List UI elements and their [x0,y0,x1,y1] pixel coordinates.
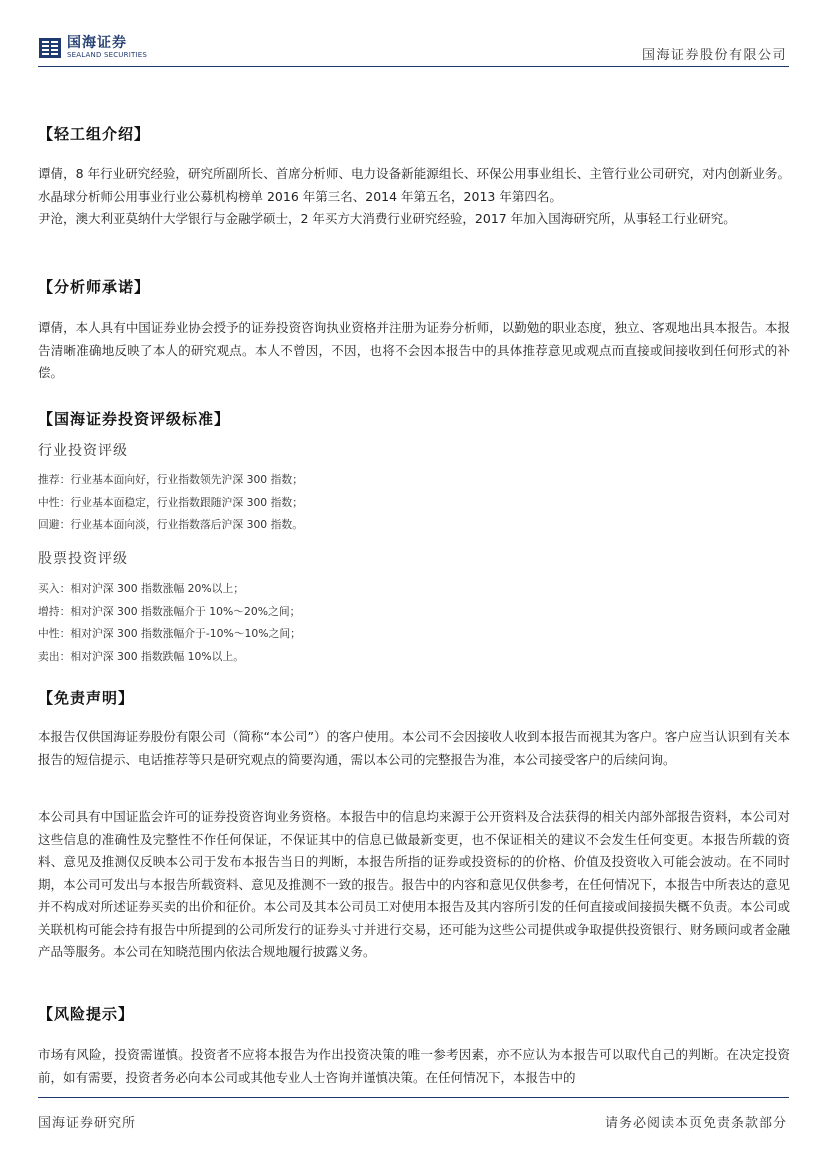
section-title-commitment: 【分析师承诺】 [38,278,151,296]
page-header [38,30,789,67]
disclaimer-paragraph-1: 本报告仅供国海证券股份有限公司（简称“本公司”）的客户使用。本公司不会因接收人收到本报告而视其为客户。客户应当认识到有关本报告的短信提示、电话推荐等只是研究观点的简要沟通，需以本公司的完整报告为准，本公司接受客户的后续问询。 [38,729,790,767]
footer-disclaimer-note: 请务必阅读本页免责条款部分 [604,1116,787,1131]
logo-chinese-name: 国海证券 [67,35,127,51]
stock-rating-sell: 卖出：相对沪深 300 指数跌幅 10%以上。 [38,649,245,663]
stock-rating-list [38,578,301,668]
analyst-bio-yinchuang: 尹沧，澳大利亚莫纳什大学银行与金融学硕士，2 年买方大消费行业研究经验，2017 年加入国海研究所，从事轻工行业研究。 [38,211,736,226]
industry-rating-heading: 行业投资评级 [38,443,128,459]
section-title-disclaimer: 【免责声明】 [38,689,135,707]
industry-rating-neutral: 中性：行业基本面稳定，行业指数跟随沪深 300 指数； [38,495,304,509]
page-footer [38,1097,789,1131]
logo-english-name: SEALAND SECURITIES [67,51,147,59]
analyst-commitment-text: 谭倩，本人具有中国证券业协会授予的证券投资咨询执业资格并注册为证券分析师，以勤勉的职业态度，独立、客观地出具本报告。本报告清晰准确地反映了本人的研究观点。本人不曾因，不因，也将不会因本报告中的具体推荐意见或观点而直接或间接收到任何形式的补偿。 [38,320,790,380]
sealand-logo-icon [38,36,62,60]
company-logo [38,34,147,62]
industry-rating-list [38,469,303,537]
footer-institute: 国海证券研究所 [38,1116,137,1131]
section-title-rating: 【国海证券投资评级标准】 [38,410,231,428]
analyst-bio-tanqian: 谭倩，8 年行业研究经验，研究所副所长、首席分析师、电力设备新能源组长、环保公用事业组长、主管行业公司研究，对内创新业务。水晶球分析师公用事业行业公募机构榜单 2016 年第三名、2014 年第五名，2013 年第四名。 [38,166,790,204]
disclaimer-paragraph-2: 本公司具有中国证监会许可的证券投资咨询业务资格。本报告中的信息均来源于公开资料及合法获得的相关内部外部报告资料，本公司对这些信息的准确性及完整性不作任何保证，不保证其中的信息已做最新变更，也不保证相关的建议不会发生任何变更。本报告所载的资料、意见及推测仅反映本公司于发布本报告当日的判断，本报告所指的证券或投资标的的价格、价值及投资收入可能会波动。在不同时期，本公司可发出与本报告所载资料、意见及推测不一致的报告。报告中的内容和意见仅供参考，在任何情况下，本报告中所表达的意见并不构成对所述证券买卖的出价和征价。本公司及其本公司员工对使用本报告及其内容所引发的任何直接或间接损失概不负责。本公司或关联机构可能会持有报告中所提到的公司所发行的证券头寸并进行交易，还可能为这些公司提供或争取提供投资银行、财务顾问或者金融产品等服务。本公司在知晓范围内依法合规地履行披露义务。 [38,809,790,959]
industry-rating-recommend: 推荐：行业基本面向好，行业指数领先沪深 300 指数； [38,473,304,486]
risk-warning-text: 市场有风险，投资需谨慎。投资者不应将本报告为作出投资决策的唯一参考因素，亦不应认为本报告可以取代自己的判断。在决定投资前，如有需要，投资者务必向本公司或其他专业人士咨询并谨慎决策。在任何情况下，本报告中的 [38,1047,790,1085]
stock-rating-overweight: 增持：相对沪深 300 指数涨幅介于 10%～20%之间； [38,604,301,618]
industry-rating-avoid: 回避：行业基本面向淡，行业指数落后沪深 300 指数。 [38,518,304,531]
section-title-team: 【轻工组介绍】 [38,125,151,143]
stock-rating-buy: 买入：相对沪深 300 指数涨幅 20%以上； [38,582,245,595]
stock-rating-neutral: 中性：相对沪深 300 指数涨幅介于-10%～10%之间； [38,627,301,640]
stock-rating-heading: 股票投资评级 [38,551,128,567]
company-name: 国海证券股份有限公司 [641,48,787,63]
team-intro [38,163,790,231]
section-title-risk: 【风险提示】 [38,1005,135,1023]
